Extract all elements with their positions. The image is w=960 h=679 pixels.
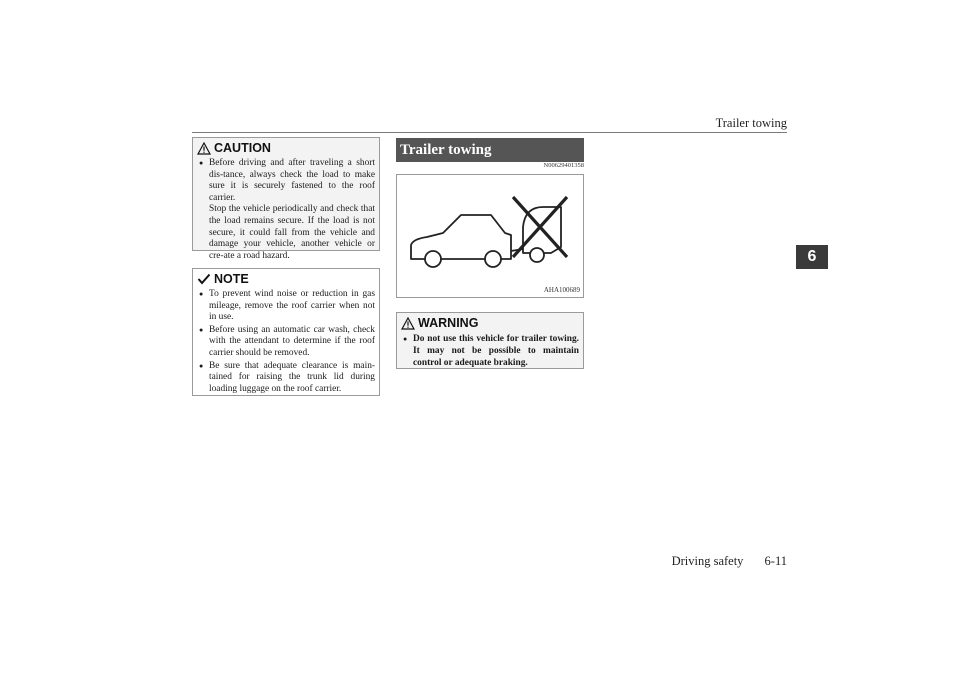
- footer-section: Driving safety: [671, 554, 744, 568]
- running-head: Trailer towing: [715, 116, 787, 130]
- note-list: [193, 289, 379, 395]
- warning-list: [397, 333, 583, 369]
- warning-triangle-icon: [401, 317, 415, 330]
- page-footer: [672, 554, 787, 569]
- checkmark-icon: [197, 273, 211, 285]
- note-title: NOTE: [214, 272, 249, 286]
- warning-title: WARNING: [418, 316, 479, 330]
- warning-box: [396, 312, 584, 369]
- header-rule: [192, 132, 787, 133]
- section-code: N00629401358: [543, 162, 584, 169]
- note-item: ● Before using an automatic car wash, check with the attendant to determine if the roof carrier should be removed.: [199, 325, 375, 360]
- caution-item: [199, 158, 375, 262]
- caution-item-text: ● Before driving and after traveling a short dis-tance, always check the load to make sure it is securely fastened to the roof carrier.: [209, 158, 375, 203]
- caution-list: [193, 158, 379, 262]
- note-header: [193, 269, 379, 287]
- section-title: Trailer towing: [396, 138, 584, 162]
- page-number: 6-11: [764, 554, 787, 568]
- warning-header: [397, 313, 583, 331]
- warning-triangle-icon: [197, 142, 211, 155]
- chapter-tab: 6: [796, 245, 828, 269]
- caution-title: CAUTION: [214, 141, 271, 155]
- warning-item: ● Do not use this vehicle for trailer towing. It may not be possible to maintain control or adequate braking.: [403, 333, 579, 369]
- caution-item-text-2: Stop the vehicle periodically and check that the load remains secure. If the load is not secure, it could fall from the vehicle and damage your vehicle, another vehicle or cre-ate a road hazard.: [209, 204, 375, 261]
- caution-header: [193, 138, 379, 156]
- note-box: [192, 268, 380, 396]
- no-trailer-towing-icon: [405, 189, 577, 281]
- figure-no-trailer-towing: [396, 174, 584, 298]
- note-item: ● Be sure that adequate clearance is main-tained for raising the trunk lid during loading luggage on the roof carrier.: [199, 361, 375, 396]
- note-item: ● To prevent wind noise or reduction in gas mileage, remove the roof carrier when not in use.: [199, 289, 375, 324]
- caution-box: [192, 137, 380, 261]
- figure-code: AHA100689: [543, 286, 580, 294]
